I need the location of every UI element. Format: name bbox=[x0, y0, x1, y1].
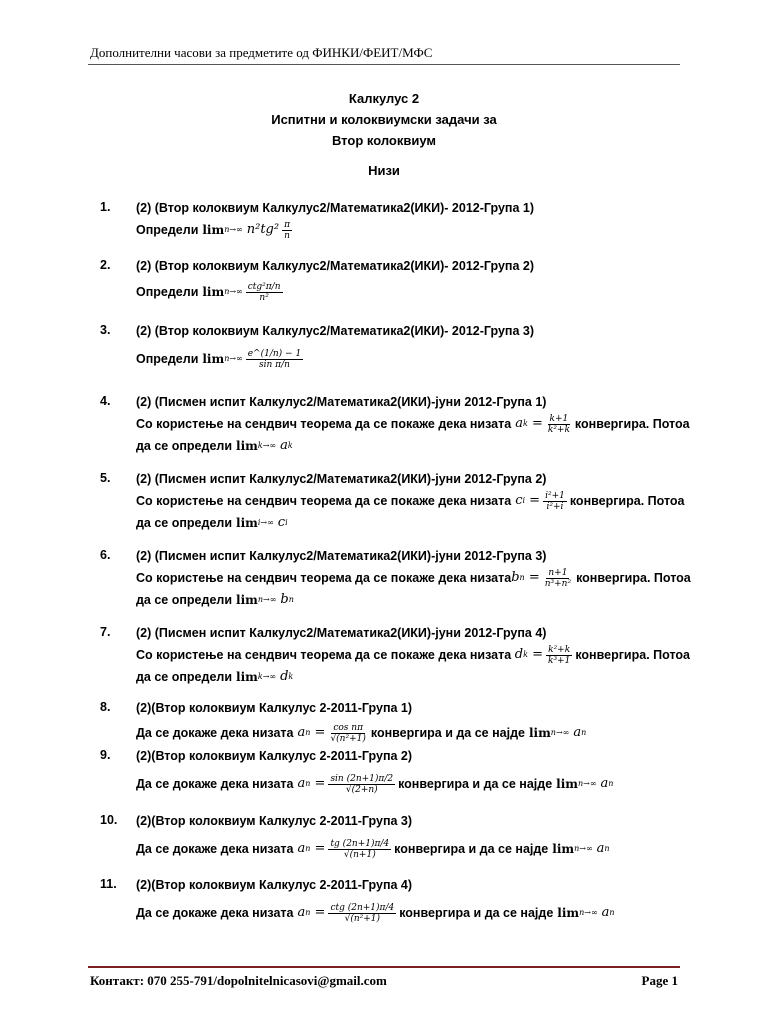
statement-text: да се определи bbox=[136, 593, 233, 607]
fraction-numerator: n+1 bbox=[548, 567, 568, 578]
fraction-denominator: √(n+1) bbox=[343, 849, 376, 860]
sequence-subscript: n bbox=[305, 728, 311, 737]
lim-operator: lim bbox=[202, 285, 225, 299]
problem-source: (2)(Втор колоквиум Калкулус 2-2011-Група 2) bbox=[136, 749, 413, 763]
fraction-denominator: n bbox=[284, 230, 290, 241]
lim-subscript: i→∞ bbox=[257, 518, 274, 527]
fraction-denominator: √(n²+1) bbox=[344, 913, 381, 924]
sequence-subscript: k bbox=[288, 672, 294, 681]
fraction bbox=[543, 568, 573, 589]
statement-text: конвергира. Потоа bbox=[569, 494, 685, 508]
statement-text: Со користење на сендвич теорема да се покаже дека низата bbox=[136, 648, 512, 662]
problem-statement: Со користење на сендвич теорема да се покаже дека низата d k = $\frac{\text{k²+k}}{\text{k³+1}}$ конвергира. Потоа bbox=[136, 644, 690, 666]
sequence-subscript: n bbox=[609, 908, 615, 917]
statement-text: конвергира. Потоа bbox=[574, 417, 690, 431]
statement-text: Со користење на сендвич теорема да се покаже дека низата bbox=[136, 494, 512, 508]
title-line-3: Втор колоквиум bbox=[331, 133, 437, 148]
statement-text: конвергира и да се најде bbox=[394, 842, 549, 856]
statement-text: да се определи bbox=[136, 439, 233, 453]
lim-subscript: n→∞ bbox=[578, 779, 597, 788]
fraction-denominator: k³+1 bbox=[547, 655, 571, 666]
lim-operator: lim bbox=[236, 670, 258, 684]
sequence-subscript: k bbox=[287, 441, 293, 450]
lim-operator: lim bbox=[557, 906, 580, 920]
section-heading: Низи bbox=[368, 163, 400, 178]
problem-number: 4. bbox=[100, 394, 111, 408]
problem-item-10 bbox=[100, 810, 690, 866]
fraction bbox=[546, 414, 572, 435]
sequence-subscript: n bbox=[604, 844, 610, 853]
lim-operator: lim bbox=[202, 223, 225, 237]
sequence-subscript: i bbox=[522, 496, 526, 505]
fraction-numerator: i²+1 bbox=[545, 490, 565, 501]
problem-number: 9. bbox=[100, 748, 111, 762]
problem-statement bbox=[136, 277, 690, 307]
sequence-symbol: a bbox=[596, 841, 605, 856]
statement-text: конвергира и да се најде bbox=[399, 906, 554, 920]
lim-operator: lim bbox=[202, 352, 225, 366]
problem-number: 7. bbox=[100, 625, 111, 639]
sequence-symbol: d bbox=[514, 647, 524, 662]
problem-source: (2)(Втор колоквиум Калкулус 2-2011-Група 4) bbox=[136, 878, 413, 892]
problem-number: 5. bbox=[100, 471, 111, 485]
fraction-denominator: n² bbox=[259, 292, 269, 303]
lim-operator: lim bbox=[236, 516, 258, 530]
fraction-numerator: k²+k bbox=[548, 644, 571, 655]
problem-number: 3. bbox=[100, 323, 111, 337]
fraction-numerator: sin (2n+1)π/2 bbox=[330, 773, 394, 784]
sequence-symbol: a bbox=[515, 416, 523, 431]
sequence-subscript: n bbox=[581, 728, 587, 737]
sequence-symbol: c bbox=[515, 493, 523, 508]
fraction bbox=[328, 903, 396, 924]
lim-operator: lim bbox=[236, 593, 258, 607]
fraction-denominator: i²+i bbox=[546, 501, 564, 512]
title-line-2: Испитни и колоквиумски задачи за bbox=[271, 112, 497, 127]
problem-number: 8. bbox=[100, 700, 111, 714]
sequence-symbol: a bbox=[297, 841, 306, 856]
statement-text: Да се докаже дека низата bbox=[136, 726, 294, 740]
problem-statement: Да се докаже дека низата a n = $\frac{\text{cos nπ}}{\text{√(n²+1)}}$ конвергира и да се најде lim n→∞ a n bbox=[136, 722, 587, 744]
fraction-denominator: √(2+n) bbox=[345, 784, 378, 795]
problem-item-1 bbox=[100, 197, 690, 241]
fraction-numerator: ctg (2n+1)π/4 bbox=[330, 902, 395, 913]
fraction-denominator: √(n²+1) bbox=[330, 733, 366, 744]
statement-text: Со користење на сендвич теорема да се покаже дека низата bbox=[136, 417, 512, 431]
lim-subscript: n→∞ bbox=[224, 287, 243, 296]
problem-number: 10. bbox=[100, 813, 118, 827]
fraction-numerator: tg (2n+1)π/4 bbox=[330, 838, 390, 849]
sequence-symbol: a bbox=[600, 776, 609, 791]
sequence-symbol: a bbox=[573, 725, 582, 740]
problem-statement: Со користење на сендвич теорема да се покаже дека низата b n = $\frac{n+1}{\text{n³+n²}}$ конвергира. Потоа bbox=[136, 567, 691, 589]
lim-subscript: n→∞ bbox=[224, 354, 243, 363]
problem-statement: Со користење на сендвич теорема да се покаже дека низата c i = $\frac{\text{i²+1}}{\text{i²+i}}$ конвергира. Потоа bbox=[136, 490, 685, 512]
fraction bbox=[543, 491, 567, 512]
lim-subscript: n→∞ bbox=[574, 844, 593, 853]
problem-source: (2)(Втор колоквиум Калкулус 2-2011-Група 3) bbox=[136, 814, 413, 828]
problem-statement: Да се докаже дека низата a n = $\frac{tg (2n+1)\pi/4}{√(n+1)}$ конвергира и да се најде lim n→∞ a n bbox=[136, 838, 610, 860]
fraction bbox=[246, 349, 303, 370]
problem-source: (2) (Писмен испит Калкулус2/Математика2(ИКИ)-јуни 2012-Група 3) bbox=[136, 549, 547, 563]
sequence-subscript: n bbox=[288, 595, 294, 604]
sequence-symbol: a bbox=[297, 725, 306, 740]
fraction-numerator: π bbox=[284, 219, 290, 230]
problem-statement: Со користење на сендвич теорема да се покаже дека низата a k = $\frac{k+1}{\text{k²+k}}$ конвергира. Потоа bbox=[136, 413, 690, 435]
problem-statement-continued bbox=[136, 435, 690, 457]
sequence-symbol: a bbox=[297, 905, 306, 920]
sequence-subscript: k bbox=[522, 419, 528, 428]
statement-text: конвергира и да се најде bbox=[370, 726, 525, 740]
statement-text: Со користење на сендвич теорема да се покаже дека низата bbox=[136, 571, 512, 585]
problem-item-4 bbox=[100, 391, 690, 457]
fraction bbox=[246, 282, 283, 303]
fraction-numerator: ctg²π/n bbox=[247, 281, 281, 292]
statement-text: Определи bbox=[136, 223, 199, 237]
statement-text: Определи bbox=[136, 352, 199, 366]
lim-subscript: n→∞ bbox=[224, 225, 243, 234]
problem-item-2 bbox=[100, 255, 690, 307]
statement-text: Да се докаже дека низата bbox=[136, 777, 294, 791]
document-title bbox=[0, 88, 768, 151]
header-divider bbox=[88, 64, 680, 65]
problem-source: (2)(Втор колоквиум Калкулус 2-2011-Група 1) bbox=[136, 701, 413, 715]
fraction bbox=[328, 839, 391, 860]
fraction-numerator: cos nπ bbox=[333, 722, 363, 733]
statement-text: конвергира. Потоа bbox=[576, 571, 691, 585]
problem-number: 11. bbox=[100, 877, 117, 891]
problem-source: (2) (Писмен испит Калкулус2/Математика2(ИКИ)-јуни 2012-Група 1) bbox=[136, 395, 547, 409]
problem-statement-continued bbox=[136, 512, 690, 534]
problem-statement-continued bbox=[136, 666, 690, 688]
problem-item-5 bbox=[100, 468, 690, 534]
problem-statement bbox=[136, 219, 690, 241]
fraction-denominator: n³+n² bbox=[544, 578, 572, 589]
title-line-1: Калкулус 2 bbox=[348, 91, 420, 106]
problem-statement: Да се докаже дека низата a n = $\frac{\text{ctg (2n+1)π/4}}{\text{√(n²+1)}}$ конвергира и да се најде lim n→∞ a n bbox=[136, 902, 615, 924]
page-header: Дополнителни часови за предметите од ФИНКИ/ФЕИТ/МФС bbox=[90, 45, 433, 60]
problem-statement: Да се докаже дека низата a n = $\frac{\sin (2n+1)\pi/2}{√(2+n)}$ конвергира и да се најде lim n→∞ a n bbox=[136, 773, 614, 795]
sequence-symbol: b bbox=[280, 592, 289, 607]
sequence-symbol: c bbox=[277, 515, 286, 530]
fraction-denominator: sin π/n bbox=[259, 359, 290, 370]
lim-subscript: n→∞ bbox=[579, 908, 598, 917]
problem-number: 1. bbox=[100, 200, 111, 214]
sequence-subscript: n bbox=[519, 573, 525, 582]
sequence-subscript: k bbox=[523, 650, 528, 659]
page-number: Page 1 bbox=[641, 973, 678, 988]
fraction-denominator: k²+k bbox=[547, 424, 570, 435]
sequence-symbol: a bbox=[601, 905, 610, 920]
problem-item-6 bbox=[100, 545, 690, 611]
problem-item-8 bbox=[100, 697, 690, 747]
problem-source: (2) (Втор колоквиум Калкулус2/Математика2(ИКИ)- 2012-Група 2) bbox=[136, 259, 535, 273]
problem-source: (2) (Писмен испит Калкулус2/Математика2(ИКИ)-јуни 2012-Група 2) bbox=[136, 472, 547, 486]
statement-text: да се определи bbox=[136, 516, 233, 530]
lim-operator: lim bbox=[552, 842, 575, 856]
problem-item-11 bbox=[100, 874, 690, 930]
problem-item-3 bbox=[100, 320, 690, 376]
statement-text: Да се докаже дека низата bbox=[136, 842, 294, 856]
statement-text: Да се докаже дека низата bbox=[136, 906, 294, 920]
problem-statement-continued bbox=[136, 589, 690, 611]
lim-operator: lim bbox=[236, 439, 258, 453]
statement-text: да се определи bbox=[136, 670, 233, 684]
sequence-subscript: n bbox=[305, 844, 311, 853]
expression: n²tg² bbox=[246, 222, 280, 237]
sequence-symbol: a bbox=[297, 776, 306, 791]
problem-number: 6. bbox=[100, 548, 111, 562]
fraction-numerator: k+1 bbox=[549, 413, 569, 424]
footer-divider bbox=[88, 966, 680, 968]
sequence-symbol: b bbox=[511, 570, 520, 585]
lim-subscript: n→∞ bbox=[257, 595, 277, 604]
problem-item-7 bbox=[100, 622, 690, 688]
fraction-numerator: e^(1/n) − 1 bbox=[247, 348, 302, 359]
problem-source: (2) (Втор колоквиум Калкулус2/Математика2(ИКИ)- 2012-Група 1) bbox=[136, 201, 535, 215]
lim-subscript: k→∞ bbox=[257, 441, 277, 450]
statement-text: Определи bbox=[136, 285, 199, 299]
lim-operator: lim bbox=[528, 726, 551, 740]
problem-source: (2) (Писмен испит Калкулус2/Математика2(ИКИ)-јуни 2012-Група 4) bbox=[136, 626, 547, 640]
sequence-subscript: n bbox=[608, 779, 614, 788]
statement-text: конвергира. Потоа bbox=[575, 648, 690, 662]
lim-subscript: n→∞ bbox=[550, 728, 570, 737]
fraction bbox=[328, 774, 395, 795]
problem-statement bbox=[136, 342, 690, 376]
problem-number: 2. bbox=[100, 258, 111, 272]
sequence-subscript: n bbox=[305, 779, 311, 788]
fraction bbox=[328, 723, 367, 744]
sequence-subscript: i bbox=[285, 518, 288, 527]
problem-item-9 bbox=[100, 745, 690, 801]
fraction bbox=[546, 645, 572, 666]
problem-source: (2) (Втор колоквиум Калкулус2/Математика2(ИКИ)- 2012-Група 3) bbox=[136, 324, 535, 338]
footer-contact: Контакт: 070 255-791/dopolnitelnicasovi@gmail.com bbox=[90, 973, 387, 988]
lim-operator: lim bbox=[556, 777, 578, 791]
statement-text: конвергира и да се најде bbox=[398, 777, 553, 791]
lim-subscript: k→∞ bbox=[257, 672, 277, 681]
sequence-subscript: n bbox=[305, 908, 311, 917]
sequence-symbol: d bbox=[280, 669, 289, 684]
fraction bbox=[282, 220, 292, 241]
sequence-symbol: a bbox=[280, 438, 288, 453]
